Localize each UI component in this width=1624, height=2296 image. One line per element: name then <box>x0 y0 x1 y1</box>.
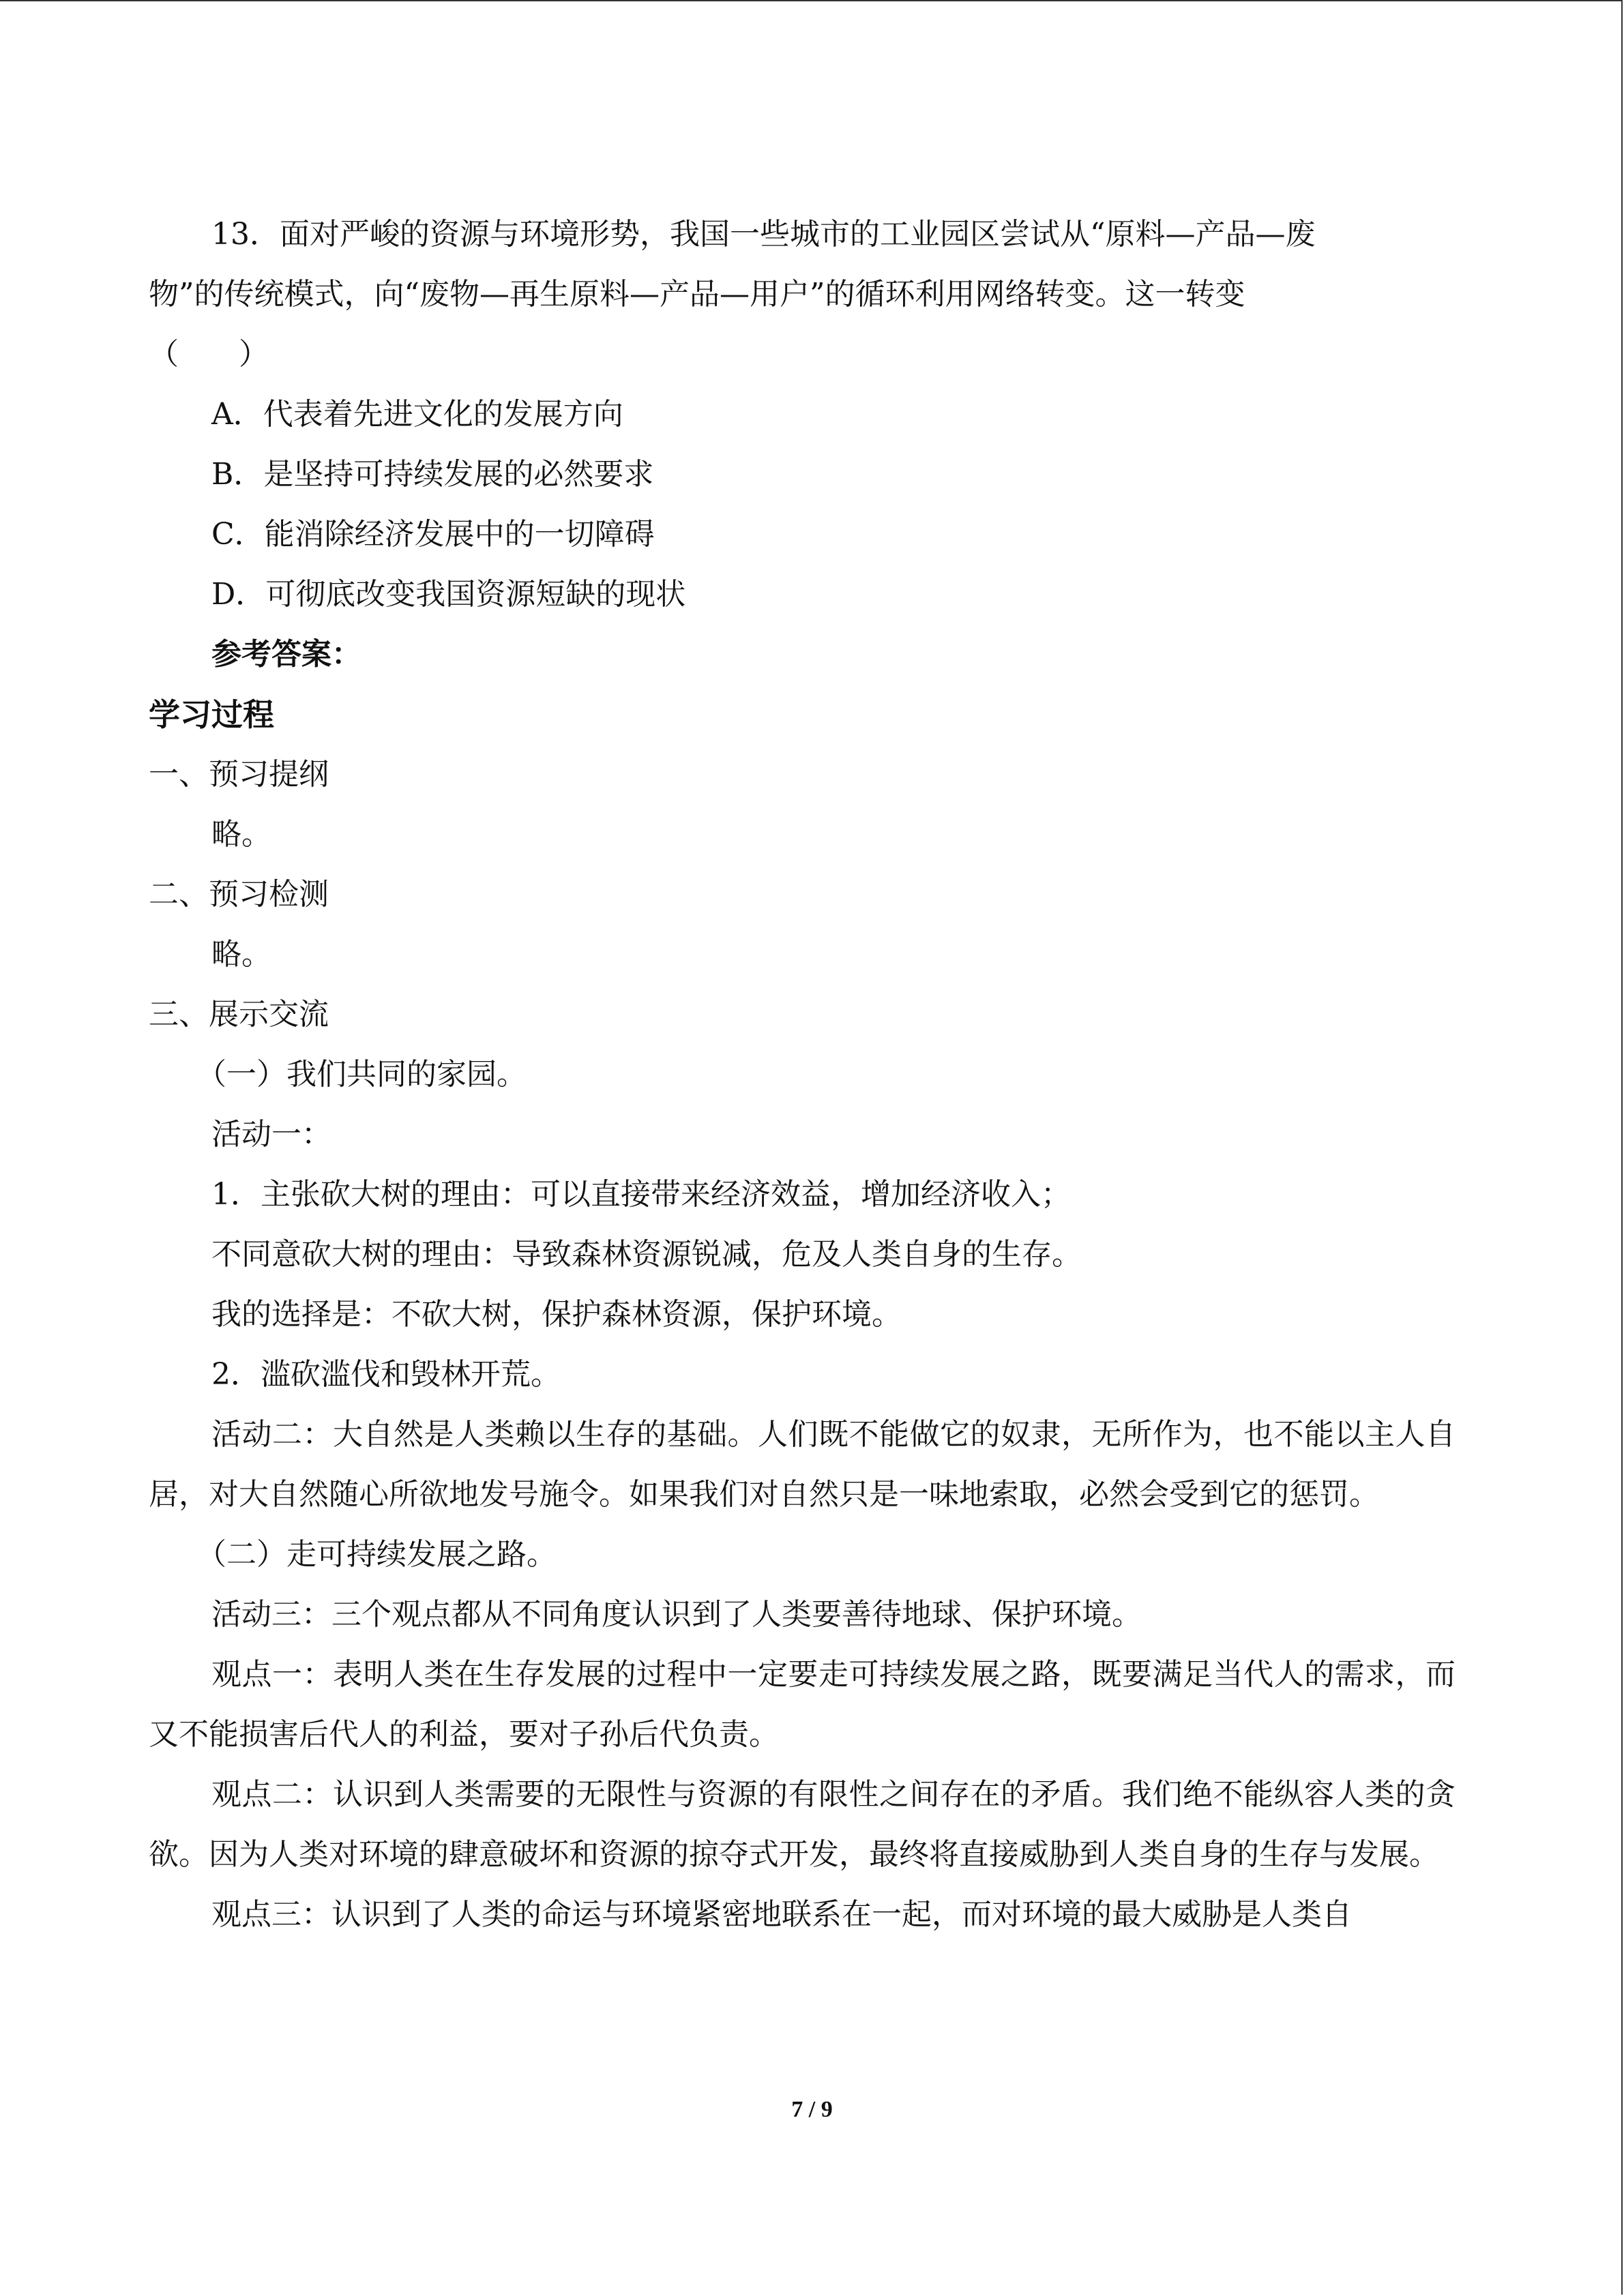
page-number: 7 / 9 <box>791 2097 833 2122</box>
view-1-paragraph: 观点一：表明人类在生存发展的过程中一定要走可持续发展之路，既要满足当代人的需求，而又不能损害后代人的利益，要对子孙后代负责。 <box>149 1657 1456 1752</box>
option-d: D．可彻底改变我国资源短缺的现状 <box>211 577 686 612</box>
activity-3-line: 活动三：三个观点都从不同角度认识到了人类要善待地球、保护环境。 <box>211 1597 1142 1632</box>
answer-label: 参考答案： <box>211 637 361 672</box>
section-3-title: 三、展示交流 <box>149 997 329 1032</box>
option-b: B．是坚持可持续发展的必然要求 <box>211 457 654 492</box>
view-3-paragraph: 观点三：认识到了人类的命运与环境紧密地联系在一起，而对环境的最大威胁是人类自 <box>211 1897 1352 1932</box>
activity-1-line-4: 2．滥砍滥伐和毁林开荒。 <box>211 1357 561 1392</box>
part-2-title: （二）走可持续发展之路。 <box>196 1537 557 1572</box>
learning-process-heading: 学习过程 <box>149 696 274 733</box>
activity-1-line-2: 不同意砍大树的理由：导致森林资源锐减，危及人类自身的生存。 <box>211 1237 1082 1272</box>
activity-1-line-3: 我的选择是：不砍大树，保护森林资源，保护环境。 <box>211 1297 902 1332</box>
document-body <box>149 205 1456 1945</box>
option-c: C．能消除经济发展中的一切障碍 <box>211 517 655 552</box>
option-a: A．代表着先进文化的发展方向 <box>211 397 623 432</box>
section-1-body: 略。 <box>211 817 271 852</box>
view-2-paragraph: 观点二：认识到人类需要的无限性与资源的有限性之间存在的矛盾。我们绝不能纵容人类的贪欲。因为人类对环境的肆意破坏和资源的掠夺式开发，最终将直接威胁到人类自身的生存与发展。 <box>149 1777 1456 1872</box>
part-1-title: （一）我们共同的家园。 <box>196 1057 527 1092</box>
question-13-stem-line-1: 13．面对严峻的资源与环境形势，我国一些城市的工业园区尝试从“原料—产品—废 <box>211 217 1316 252</box>
activity-2-paragraph: 活动二：大自然是人类赖以生存的基础。人们既不能做它的奴隶，无所作为，也不能以主人自居，对大自然随心所欲地发号施令。如果我们对自然只是一味地索取，必然会受到它的惩罚。 <box>149 1417 1456 1512</box>
section-1-title: 一、预习提纲 <box>149 757 329 792</box>
section-2-body: 略。 <box>211 937 271 972</box>
section-2-title: 二、预习检测 <box>149 877 329 912</box>
question-13-stem-line-3: （ ） <box>149 337 269 372</box>
activity-1-line-1: 1．主张砍大树的理由：可以直接带来经济效益，增加经济收入； <box>211 1177 1071 1212</box>
activity-1-label: 活动一： <box>211 1117 331 1152</box>
question-13-stem-line-2: 物”的传统模式，向“废物—再生原料—产品—用户”的循环利用网络转变。这一转变 <box>149 277 1245 312</box>
